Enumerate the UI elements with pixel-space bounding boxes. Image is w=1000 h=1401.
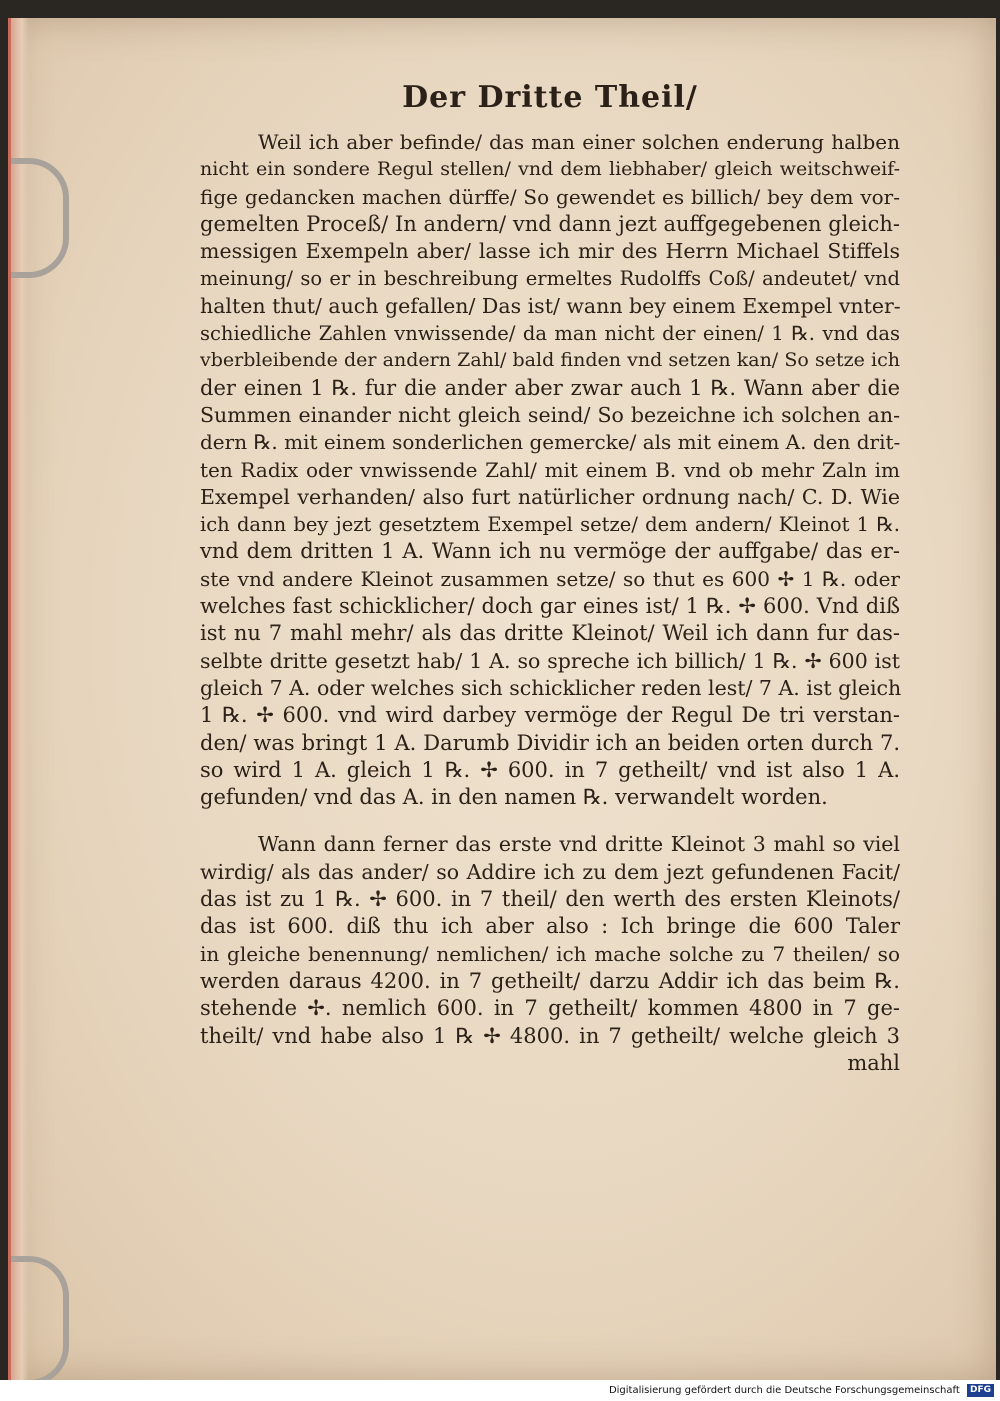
text-line: der einen 1 ℞. fur die ander aber zwar auch 1 ℞. Wann aber die <box>200 375 900 400</box>
text-line: den/ was bringt 1 A. Darumb Dividir ich an beiden orten durch 7. <box>200 730 900 755</box>
paper-clip-bottom-icon <box>11 1256 69 1386</box>
paragraph-2 <box>200 831 900 1049</box>
text-line: werden daraus 4200. in 7 getheilt/ darzu Addir ich das beim ℞. <box>200 968 900 993</box>
dfg-logo: DFG <box>967 1384 994 1397</box>
text-line: gleich 7 A. oder welches sich schicklicher reden lest/ 7 A. ist gleich <box>200 675 902 700</box>
page-text <box>200 80 900 1077</box>
text-line: gemelten Proceß/ In andern/ vnd dann jezt auffgegebenen gleich- <box>200 211 900 236</box>
text-line: nicht ein sondere Regul stellen/ vnd dem liebhaber/ gleich weitschweif- <box>200 158 900 181</box>
text-line: ste vnd andere Kleinot zusammen setze/ so thut es 600 ✢ 1 ℞. oder <box>200 566 900 591</box>
text-line: welches fast schicklicher/ doch gar eines ist/ 1 ℞. ✢ 600. Vnd diß <box>200 594 900 619</box>
footer-text: Digitalisierung gefördert durch die Deutsche Forschungsgemeinschaft <box>608 1385 960 1396</box>
paragraph-1 <box>200 129 900 811</box>
text-line: das ist 600. diß thu ich aber also : Ich bringe die 600 Taler <box>200 914 900 939</box>
text-line: 1 ℞. ✢ 600. vnd wird darbey vermöge der Regul De tri verstan- <box>200 703 900 728</box>
text-line: ich dann bey jezt gesetztem Exempel setze/ dem andern/ Kleinot 1 ℞. <box>200 513 900 537</box>
text-line: wirdig/ als das ander/ so Addire ich zu dem jezt gefundenen Facit/ <box>200 859 900 884</box>
text-line: meinung/ so er in beschreibung ermeltes Rudolffs Coß/ andeutet/ vnd <box>200 267 900 291</box>
text-line: Exempel verhanden/ also furt natürlicher ordnung nach/ C. D. Wie <box>200 484 900 509</box>
text-line: stehende ✢. nemlich 600. in 7 getheilt/ kommen 4800 in 7 ge- <box>200 996 900 1021</box>
catchword: mahl <box>847 1050 900 1075</box>
text-line: halten thut/ auch gefallen/ Das ist/ wann bey einem Exempel vnter- <box>200 293 901 318</box>
footer-credit <box>0 1380 1000 1401</box>
text-line: schiedliche Zahlen vnwissende/ da man nicht der einen/ 1 ℞. vnd das <box>200 322 900 346</box>
text-line: vberbleibende der andern Zahl/ bald finden vnd setzen kan/ So setze ich <box>200 349 900 372</box>
text-line: in gleiche benennung/ nemlichen/ ich mache solche zu 7 theilen/ so <box>200 941 900 966</box>
paper-clip-top-icon <box>11 158 69 278</box>
text-line: dern ℞. mit einem sonderlichen gemercke/ als mit einem A. den drit- <box>200 430 901 455</box>
text-line: selbte dritte gesetzt hab/ 1 A. so spreche ich billich/ 1 ℞. ✢ 600 ist <box>200 648 900 673</box>
text-line: vnd dem dritten 1 A. Wann ich nu vermöge der auffgabe/ das er- <box>200 539 900 564</box>
text-line: fige gedancken machen dürffe/ So gewendet es billich/ bey dem vor- <box>200 184 900 209</box>
text-line: messigen Exempeln aber/ lasse ich mir des Herrn Michael Stiffels <box>200 239 900 264</box>
text-line: gefunden/ vnd das A. in den namen ℞. verwandelt worden. <box>200 785 828 810</box>
text-line: Summen einander nicht gleich seind/ So bezeichne ich solchen an- <box>200 402 900 427</box>
text-line: ten Radix oder vnwissende Zahl/ mit einem B. vnd ob mehr Zaln im <box>200 457 900 482</box>
text-line: so wird 1 A. gleich 1 ℞. ✢ 600. in 7 getheilt/ vnd ist also 1 A. <box>200 757 900 782</box>
text-line: Wann dann ferner das erste vnd dritte Kleinot 3 mahl so viel <box>258 832 900 857</box>
text-line: das ist zu 1 ℞. ✢ 600. in 7 theil/ den werth des ersten Kleinots/ <box>200 887 900 912</box>
text-line: theilt/ vnd habe also 1 ℞ ✢ 4800. in 7 getheilt/ welche gleich 3 <box>200 1023 900 1048</box>
text-line: ist nu 7 mahl mehr/ als das dritte Kleinot/ Weil ich dann fur das- <box>200 621 900 646</box>
page-heading: Der Dritte Theil/ <box>402 80 698 115</box>
text-line: Weil ich aber befinde/ das man einer solchen enderung halben <box>258 130 900 154</box>
